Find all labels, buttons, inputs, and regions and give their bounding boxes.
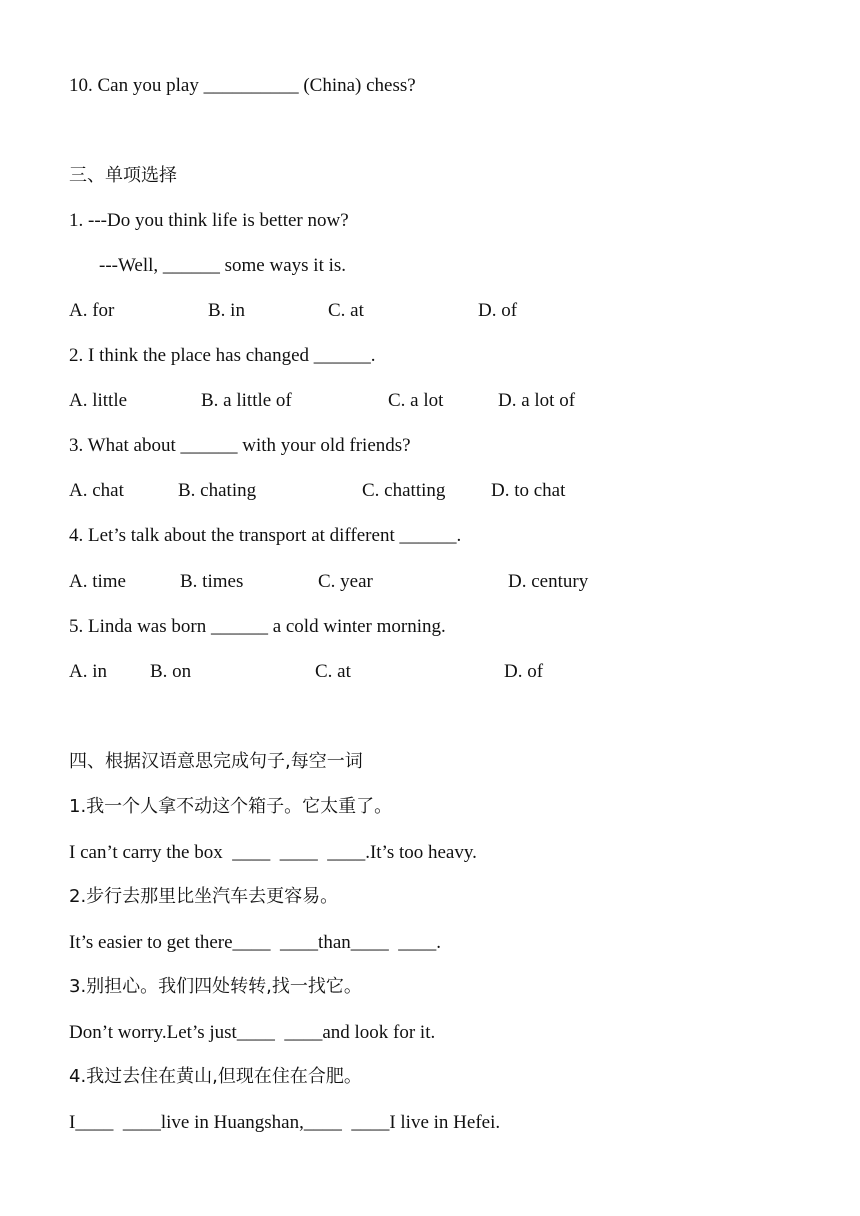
section-4-heading: 四、根据汉语意思完成句子,每空一词	[69, 751, 363, 772]
translation-item-3-chinese: 3.别担心。我们四处转转,找一找它。	[69, 976, 362, 997]
mc-q1-option-a: A. for	[69, 300, 115, 321]
mc-question-5-stem: 5. Linda was born ______ a cold winter morning.	[69, 616, 446, 637]
mc-q1-option-d: D. of	[478, 300, 518, 321]
translation-item-4-english: I____ ____live in Huangshan,____ ____I live in Hefei.	[69, 1112, 501, 1133]
mc-q3-option-a: A. chat	[69, 480, 124, 501]
mc-q5-option-d: D. of	[504, 661, 544, 682]
mc-q3-option-b: B. chating	[178, 480, 257, 501]
mc-question-1-stem: 1. ---Do you think life is better now?	[69, 210, 349, 231]
mc-q4-option-b: B. times	[180, 571, 244, 592]
mc-question-1-stem-reply: ---Well, ______ some ways it is.	[99, 255, 347, 276]
translation-item-1-chinese: 1.我一个人拿不动这个箱子。它太重了。	[69, 796, 393, 817]
mc-question-4-stem: 4. Let’s talk about the transport at different ______.	[69, 525, 462, 546]
mc-q1-option-b: B. in	[208, 300, 245, 321]
mc-q3-option-c: C. chatting	[362, 480, 446, 501]
mc-q4-option-a: A. time	[69, 571, 126, 592]
mc-q2-option-b: B. a little of	[201, 390, 292, 411]
translation-item-1-english: I can’t carry the box ____ ____ ____.It’s too heavy.	[69, 842, 477, 863]
section-3-heading: 三、单项选择	[69, 165, 177, 186]
mc-q4-option-c: C. year	[318, 571, 373, 592]
translation-item-2-english: It’s easier to get there____ ____than____ ____.	[69, 932, 442, 953]
translation-item-2-chinese: 2.步行去那里比坐汽车去更容易。	[69, 886, 339, 907]
mc-q1-option-c: C. at	[328, 300, 364, 321]
translation-item-3-english: Don’t worry.Let’s just____ ____and look for it.	[69, 1022, 436, 1043]
mc-q3-option-d: D. to chat	[491, 480, 566, 501]
mc-q5-option-c: C. at	[315, 661, 351, 682]
translation-item-4-chinese: 4.我过去住在黄山,但现在住在合肥。	[69, 1066, 362, 1087]
mc-question-3-stem: 3. What about ______ with your old friends?	[69, 435, 411, 456]
mc-question-2-stem: 2. I think the place has changed ______.	[69, 345, 376, 366]
question-10-fill: 10. Can you play __________ (China) chess?	[69, 75, 416, 96]
mc-q2-option-d: D. a lot of	[498, 390, 576, 411]
mc-q2-option-a: A. little	[69, 390, 128, 411]
mc-q5-option-a: A. in	[69, 661, 107, 682]
mc-q4-option-d: D. century	[508, 571, 589, 592]
mc-q5-option-b: B. on	[150, 661, 192, 682]
mc-q2-option-c: C. a lot	[388, 390, 444, 411]
